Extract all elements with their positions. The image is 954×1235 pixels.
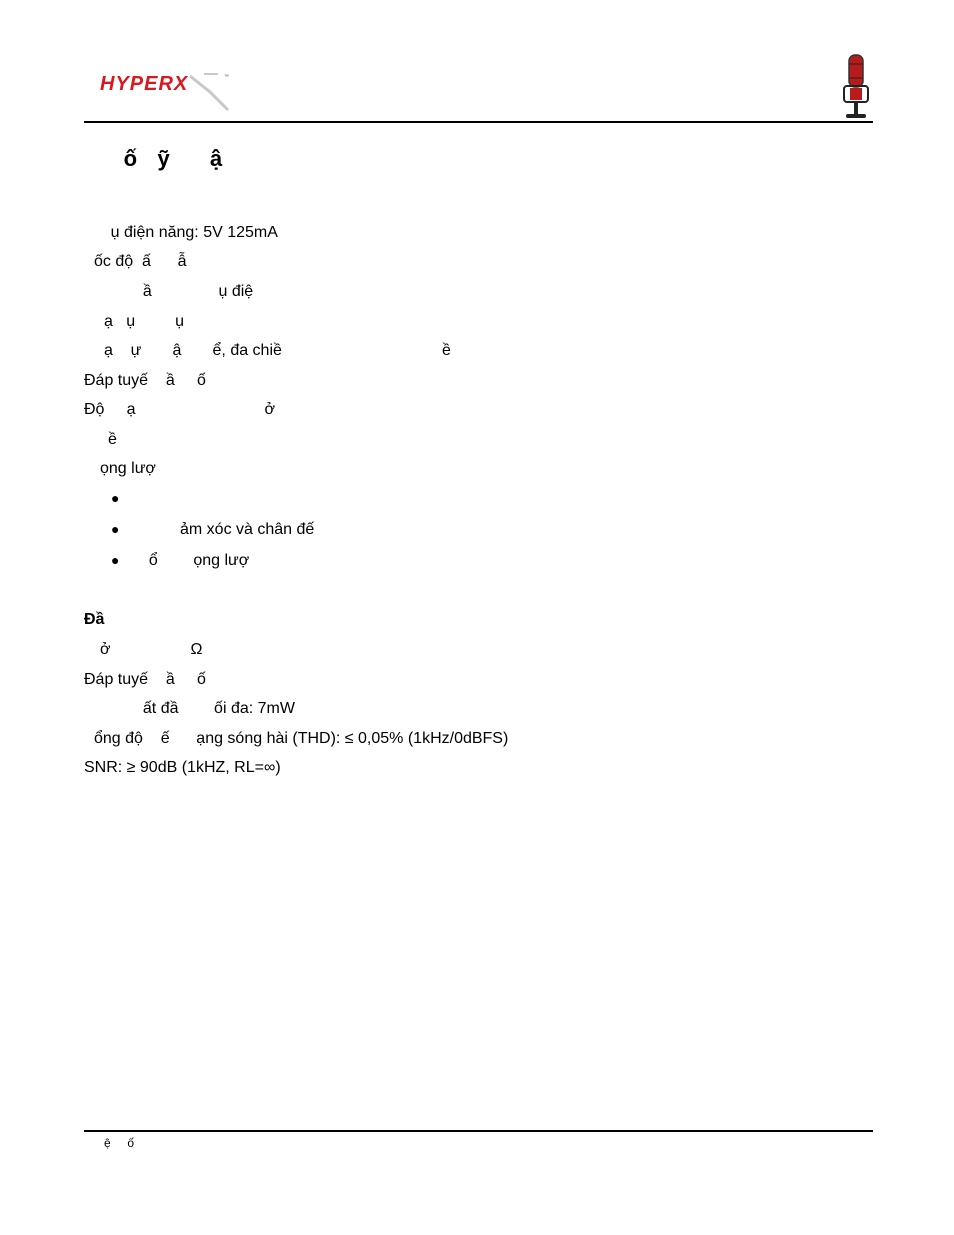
bullet-icon: ● xyxy=(111,490,120,506)
header-divider xyxy=(84,121,873,123)
section-heading: Đầ xyxy=(84,611,105,628)
spec-sensitivity: Độ ạ ở xyxy=(84,401,275,418)
spec-power: ụ điện năng: 5V 125mA xyxy=(84,224,278,241)
microphone-icon xyxy=(838,52,874,120)
hp-thd: ổng độ ế ạng sóng hài (THD): ≤ 0,05% (1kHz/0dBFS) xyxy=(94,730,509,747)
spec-line-4: ạ ụ ụ xyxy=(104,313,185,330)
svg-text:™: ™ xyxy=(224,74,229,80)
spec-weight: ọng lượ xyxy=(100,460,156,477)
brand-wordmark: HYPERX xyxy=(100,73,189,95)
hp-impedance: ở Ω xyxy=(100,641,203,658)
spec-frequency-response: Đáp tuyế ầ ố xyxy=(84,372,206,389)
hp-frequency-response: Đáp tuyế ầ ố xyxy=(84,671,206,688)
bullet-icon: ● xyxy=(111,521,120,537)
bullet-icon: ● xyxy=(111,552,120,568)
footer-divider xyxy=(84,1130,873,1132)
spec-line-8: ề xyxy=(108,431,117,448)
list-item: ảm xóc và chân đế xyxy=(140,521,315,538)
spec-line-3: ầ ụ điệ xyxy=(94,283,254,300)
page-title: ố ỹ ậ xyxy=(84,146,223,171)
list-item: ổ ọng lượ xyxy=(140,552,250,569)
spec-polar-pattern: ạ ự ậ ể, đa chiề ề xyxy=(104,342,451,359)
footer-text: ệ ố xyxy=(84,1136,135,1150)
hp-snr: SNR: ≥ 90dB (1kHZ, RL=∞) xyxy=(84,759,281,776)
hyperx-logo-icon xyxy=(98,68,238,114)
spec-sample-rate: ốc độ ấ ẫ xyxy=(94,253,187,270)
hp-output-power: ất đầ ối đa: 7mW xyxy=(94,700,295,717)
